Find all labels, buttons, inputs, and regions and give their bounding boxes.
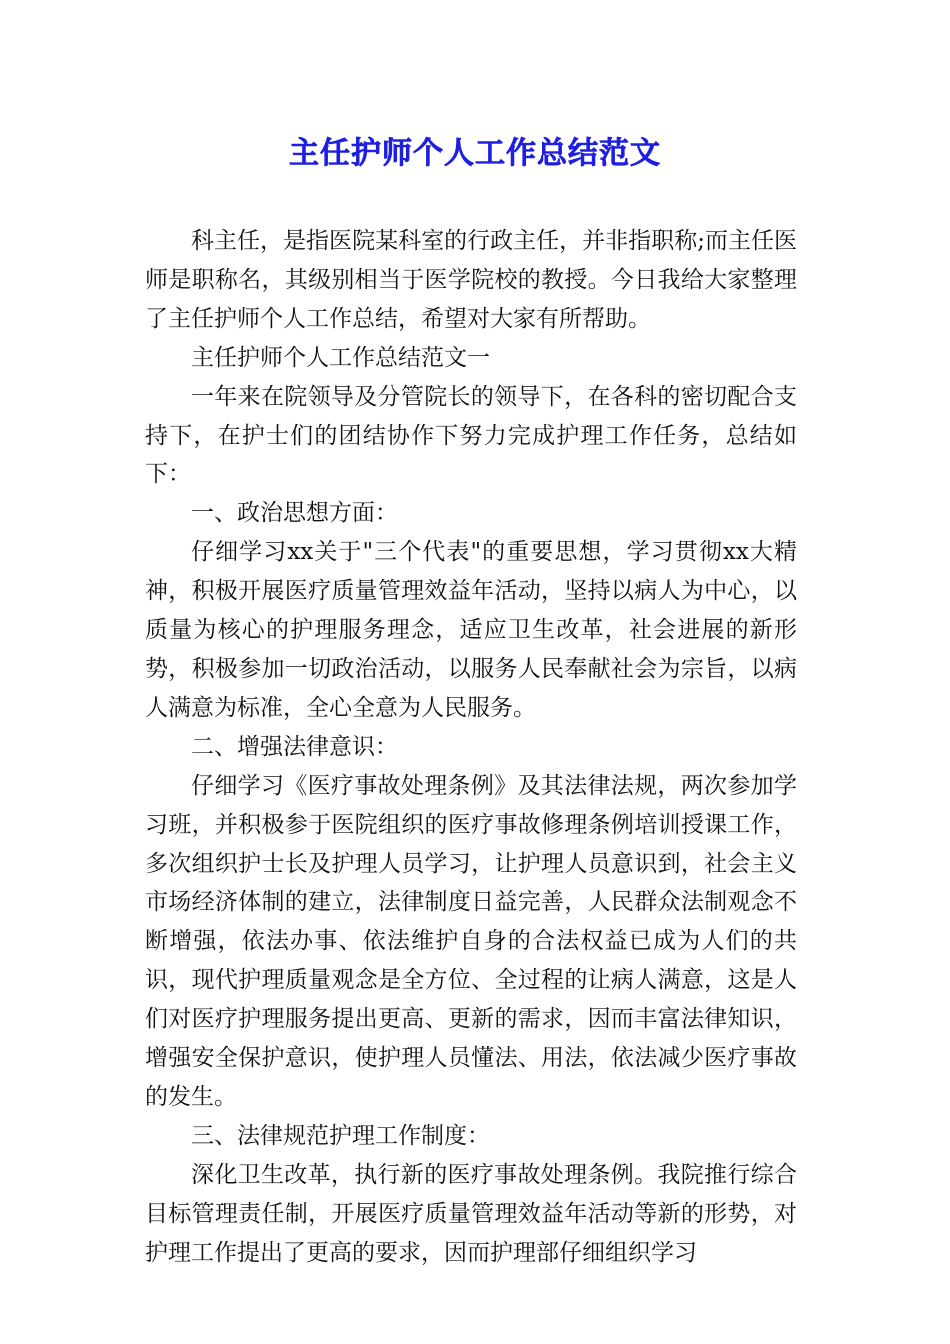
paragraph-rules: 深化卫生改革，执行新的医疗事故处理条例。我院推行综合目标管理责任制，开展医疗质量管理效益年活动等新的形势，对护理工作提出了更高的要求，因而护理部仔细组织学习 (145, 1161, 797, 1266)
document-body (145, 222, 797, 1272)
paragraph-intro: 科主任，是指医院某科室的行政主任，并非指职称;而主任医师是职称名，其级别相当于医学院校的教授。今日我给大家整理了主任护师个人工作总结，希望对大家有所帮助。 (145, 228, 797, 332)
document-title: 主任护师个人工作总结范文 (289, 136, 661, 171)
paragraph-law: 仔细学习《医疗事故处理条例》及其法律法规，两次参加学习班，并积极参于医院组织的医疗事故修理条例培训授课工作，多次组织护士长及护理人员学习，让护理人员意识到，社会主义市场经济体制的建立，法律制度日益完善，人民群众法制观念不断增强，依法办事、依法维护自身的合法权益已成为人们的共识，现代护理质量观念是全方位、全过程的让病人满意，这是人们对医疗护理服务提出更高、更新的需求，因而丰富法律知识，增强安全保护意识，使护理人员懂法、用法，依法减少医疗事故的发生。 (145, 772, 797, 1110)
section-heading-sample-one: 主任护师个人工作总结范文一 (191, 344, 490, 371)
section-heading-rules: 三、法律规范护理工作制度： (191, 1122, 490, 1149)
paragraph-summary: 一年来在院领导及分管院长的领导下，在各科的密切配合支持下，在护士们的团结协作下努力完成护理工作任务，总结如下： (145, 383, 797, 488)
paragraph-politics: 仔细学习xx关于"三个代表"的重要思想，学习贯彻xx大精神，积极开展医疗质量管理效益年活动，坚持以病人为中心，以质量为核心的护理服务理念，适应卫生改革，社会进展的新形势，积极参加一切政治活动，以服务人民奉献社会为宗旨，以病人满意为标准，全心全意为人民服务。 (145, 539, 797, 721)
section-heading-politics: 一、政治思想方面： (191, 500, 398, 527)
section-heading-law: 二、增强法律意识： (191, 733, 398, 760)
